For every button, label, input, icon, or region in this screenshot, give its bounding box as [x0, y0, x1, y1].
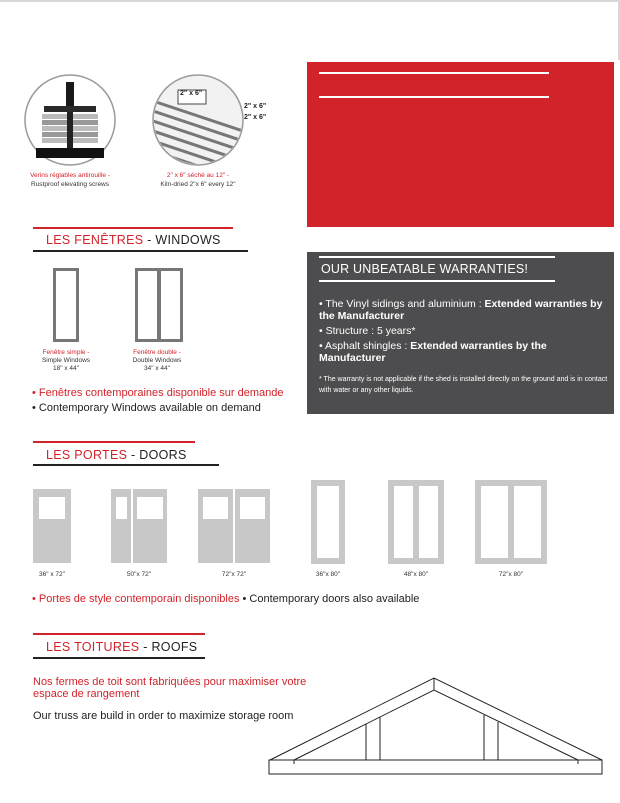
simple-window-image: [53, 268, 79, 342]
roofs-text-en: Our truss are build in order to maximize storage room: [33, 710, 294, 722]
windows-heading-bar-top: [33, 227, 233, 229]
doors-heading: LES PORTES - DOORS: [46, 448, 187, 462]
list-item: • Le vinyle et les composantes en aluminium : Garantie par le fournisseur: [319, 112, 609, 136]
caption-en: Kiln-dried 2"x 6" every 12": [160, 181, 236, 188]
roofs-heading-bar-top: [33, 633, 205, 635]
warranty-title-en: OUR UNBEATABLE WARRANTIES!: [321, 262, 529, 276]
joist-image: [150, 72, 246, 168]
warranty-list-en: [319, 298, 609, 367]
windows-heading: LES FENÊTRES - WINDOWS: [46, 233, 221, 247]
title-bar-bottom: [319, 96, 549, 98]
title-bar-top: [319, 256, 555, 258]
top-border: [0, 0, 620, 2]
warranty-note-en: * The warranty is not applicable if the shed is installed directly on the ground and is in contact with water or any other liquids.: [319, 376, 608, 394]
door-size-72x80: 72"x 80": [498, 571, 524, 578]
list-item: • Structure : 5 years*: [319, 325, 416, 337]
list-item: • Asphalt shingles : Extended warranties by the Manufacturer: [319, 340, 547, 364]
door-size-48x80: 48"x 80": [403, 571, 429, 578]
warranty-title-fr: NOS GARANTIES IMBATTABLES!: [321, 78, 521, 92]
door-image-36x80: [311, 480, 345, 569]
roof-truss-diagram: [266, 676, 606, 783]
caption-en: Rustproof elevating screws: [30, 181, 110, 188]
door-size-36x80: 36"x 80": [315, 571, 341, 578]
roofs-heading-bar-bottom: [33, 657, 205, 659]
door-size-72x72: 72"x 72": [221, 571, 247, 578]
doors-heading-bar-top: [33, 441, 195, 443]
roofs-heading: LES TOITURES - ROOFS: [46, 640, 198, 654]
caption-fr: Verins réglables antirouille -: [30, 172, 110, 179]
title-bar-top: [319, 72, 549, 74]
windows-note-en: • Contemporary Windows available on demand: [32, 402, 261, 414]
warranty-list-fr: [319, 112, 609, 169]
warranty-box-en: [307, 252, 614, 414]
door-image-48x80: [388, 480, 444, 569]
title-bar-bottom: [319, 280, 555, 282]
door-image-50x72: [111, 489, 167, 568]
list-item: • The Vinyl sidings and aluminium : Extended warranties by the Manufacturer: [319, 298, 603, 322]
warranty-box-fr: [307, 62, 614, 227]
windows-note-fr: • Fenêtres contemporaines disponible sur demande: [32, 387, 284, 399]
door-image-72x72: [198, 489, 270, 568]
warranty-note-fr: * La garantie ne s'applique pas si la remise est posée directement sur le sol et si la structure est en contact avec l'eau ou tout produit soluble.: [319, 180, 605, 198]
elevating-screw-image: [22, 72, 118, 168]
doors-note: • Portes de style contemporain disponibles • Contemporary doors also available: [32, 593, 420, 605]
roofs-text-fr: Nos fermes de toit sont fabriquées pour maximiser votre espace de rangement: [33, 676, 307, 700]
double-window-image: [135, 268, 183, 342]
door-image-72x80: [475, 480, 547, 569]
joist-label-3: 2" x 6": [244, 114, 267, 121]
joist-label-2: 2" x 6": [244, 103, 267, 110]
joist-caption: [138, 171, 258, 189]
doors-heading-bar-bottom: [33, 464, 219, 466]
caption-fr: 2" x 6" séché au 12" -: [166, 172, 230, 179]
door-size-50x72: 50"x 72": [126, 571, 152, 578]
list-item: • Bardeaux d'asphalte : Garantie par le fournisseur: [319, 154, 564, 166]
door-size-36x72: 36" x 72": [39, 571, 65, 578]
windows-heading-bar-bottom: [33, 250, 248, 252]
elevating-screw-caption: [10, 171, 130, 189]
door-image-36x72: [33, 489, 71, 568]
simple-window-caption: Fenêtre simple - Simple Windows 18" x 44": [41, 349, 91, 372]
joist-label-1: 2" x 6": [180, 90, 203, 97]
list-item: • Structure : 5 ans*: [319, 139, 408, 151]
double-window-caption: Fenêtre double - Double Windows 34" x 44": [132, 349, 182, 372]
